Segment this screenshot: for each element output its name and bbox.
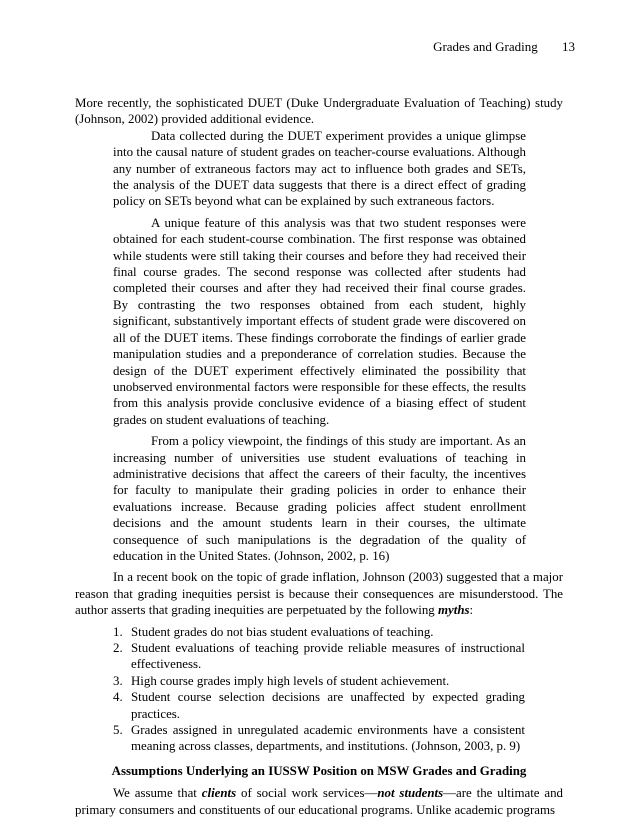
body-text — [75, 95, 563, 818]
list-item-text: Student grades do not bias student evaluations of teaching. — [131, 624, 434, 639]
list-item-number: 5. — [113, 723, 123, 738]
quote-paragraph: From a policy viewpoint, the findings of this study are important. As an increasing number of universities use student evaluations of teaching in administrative decisions that affect the careers of their faculty, the incentives for faculty to manipulate their grading policies in order to enhance their evaluations increase. Because grading policies affect student enrollment decisions and the amount students learn in their courses, the ultimate consequence of such manipulations is the degradation of the quality of education in the United States. (Johnson, 2002, p. 16) — [113, 434, 526, 563]
list-item — [113, 640, 525, 673]
assumption-text: —are the ultimate and primary consumers and constituents of our educational programs. Unlike academic programs — [75, 786, 563, 817]
page-number: 13 — [562, 39, 575, 54]
list-item-number: 4. — [113, 690, 123, 705]
block-quote — [113, 128, 526, 565]
not-students-emphasis: not students — [377, 786, 444, 801]
assumption-paragraph — [75, 785, 563, 818]
myths-emphasis: myths — [437, 603, 470, 618]
assumption-text: of social work services— — [236, 786, 378, 801]
myths-paragraph-end: : — [469, 603, 474, 618]
myths-paragraph — [75, 569, 563, 618]
quote-paragraph: A unique feature of this analysis was that two student responses were obtained for each student-course combination. The first response was obtained while students were still taking their courses and before they had received their final course grades. The second response was collected after students had completed their courses and after they had received their final course grades. By contrasting the two responses obtained from each student, highly significant, substantively important effects of student grade were discovered on all of the DUET items. These findings corroborate the findings of earlier grade manipulation studies and a preponderance of correlation studies. Because the design of the DUET experiment effectively eliminated the possibility that unobserved environmental factors were responsible for these effects, the results from this analysis provide conclusive evidence of a biasing effect of student grades on student evaluations of teaching. — [113, 215, 526, 427]
list-item — [113, 689, 525, 722]
intro-paragraph: More recently, the sophisticated DUET (Duke Undergraduate Evaluation of Teaching) study (Johnson, 2002) provided additional evidence. — [75, 96, 563, 127]
clients-emphasis: clients — [201, 786, 237, 801]
list-item-text: Student course selection decisions are unaffected by expected grading practices. — [131, 690, 525, 721]
running-title: Grades and Grading — [433, 39, 538, 54]
running-header — [433, 39, 575, 55]
list-item — [113, 722, 525, 755]
list-item-text: Grades assigned in unregulated academic environments have a consistent meaning across classes, departments, and institutions. (Johnson, 2003, p. 9) — [131, 723, 525, 754]
list-item-text: High course grades imply high levels of student achievement. — [131, 673, 450, 688]
list-item-number: 3. — [113, 673, 123, 688]
assumption-text: We assume that — [113, 786, 202, 801]
list-item — [113, 624, 525, 640]
list-item-number: 2. — [113, 641, 123, 655]
list-item — [113, 673, 525, 689]
list-item-text: Student evaluations of teaching provide reliable measures of instructional effectiveness. — [131, 641, 525, 672]
myths-paragraph-text: In a recent book on the topic of grade inflation, Johnson (2003) suggested that a major reason that grading inequities persist is because their consequences are misunderstood. The author asserts that grading inequities are perpetuated by the following — [75, 570, 563, 618]
myths-list — [113, 624, 525, 755]
section-heading: Assumptions Underlying an IUSSW Position on MSW Grades and Grading — [111, 763, 527, 778]
list-item-number: 1. — [113, 624, 123, 639]
quote-paragraph: Data collected during the DUET experiment provides a unique glimpse into the causal nature of student grades on teacher-course evaluations. Although any number of extraneous factors may act to influence both grades and SETs, the analysis of the DUET data suggests that there is a direct effect of grading policy on SETs beyond what can be explained by such extraneous factors. — [113, 128, 526, 209]
